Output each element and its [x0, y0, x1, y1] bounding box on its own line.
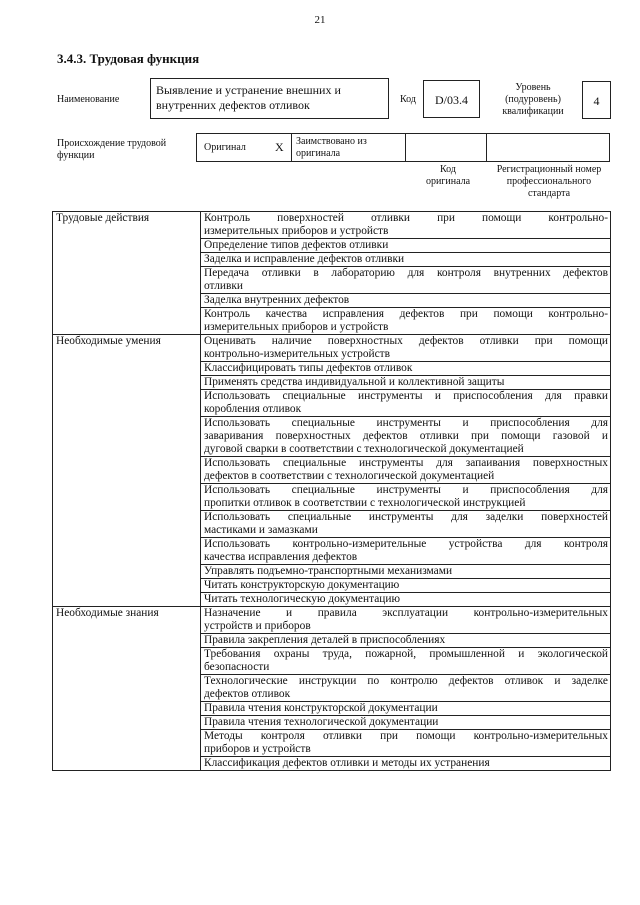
cell-line: Управлять подъемно-транспортными механизмами [204, 565, 453, 577]
cell-line: устройств и приборов [204, 620, 311, 632]
page-number: 21 [314, 14, 326, 26]
table-cell [201, 253, 611, 267]
name-label: Наименование [57, 94, 120, 105]
table-row [53, 607, 611, 634]
table-cell [201, 390, 611, 417]
name-value-line: внутренних дефектов отливок [156, 98, 310, 112]
table-cell [201, 565, 611, 579]
origin-table [196, 133, 610, 162]
table-cell [201, 702, 611, 716]
caption-line: стандарта [527, 188, 571, 199]
table-cell [201, 417, 611, 457]
cell-line: Контроль поверхностей отливки при помощи контрольно- [204, 212, 608, 224]
table-cell [201, 634, 611, 648]
level-value: 4 [582, 81, 611, 119]
cell-line: коробления отливок [204, 403, 302, 415]
table-cell [201, 294, 611, 308]
cell-line: Определение типов дефектов отливки [204, 239, 389, 251]
cell-line: отливки [204, 280, 244, 292]
table-row [53, 335, 611, 362]
borrowed-label [296, 136, 367, 160]
table-cell [201, 757, 611, 771]
level-label-line: (подуровень) [505, 94, 561, 105]
code-value: D/03.4 [423, 80, 480, 118]
table-cell [201, 675, 611, 702]
cell-line: Читать технологическую документацию [204, 593, 400, 605]
original-mark: X [275, 140, 284, 154]
origin-label-line: функции [57, 150, 95, 161]
function-table [52, 211, 611, 771]
cell-line: Использовать специальные инструменты для запаивания поверхностных [204, 457, 608, 469]
table-cell [201, 511, 611, 538]
table-cell [201, 362, 611, 376]
cell-line: Методы контроля отливки при помощи контрольно-измерительных [204, 730, 608, 742]
cell-line: Технологические инструкции по контролю дефектов отливок и заделке [204, 675, 608, 687]
level-label-line: Уровень [515, 82, 551, 93]
cell-line: заваривания поверхностных дефектов отливки при помощи газовой и [204, 430, 608, 442]
section-title: 3.4.3. Трудовая функция [57, 51, 200, 66]
name-value [150, 78, 389, 119]
cell-line: Правила чтения технологической документации [204, 716, 439, 728]
cell-line: Использовать специальные инструменты для заделки поверхностей [204, 511, 608, 523]
origin-label [57, 138, 166, 162]
cell-line: Заделка и исправление дефектов отливки [204, 253, 405, 265]
cell-line: Заделка внутренних дефектов [204, 294, 350, 306]
table-cell [201, 593, 611, 607]
cell-line: Классификация дефектов отливки и методы их устранения [204, 757, 490, 769]
code-label: Код [400, 94, 416, 105]
category-skills: Необходимые умения [53, 335, 201, 607]
cell-line: дефектов в соответствии с технологической документацией [204, 470, 495, 482]
cell-line: Передача отливки в лабораторию для контроля внутренних дефектов [204, 267, 608, 279]
caption-line: оригинала [425, 176, 471, 187]
category-actions: Трудовые действия [53, 212, 201, 335]
table-cell [201, 457, 611, 484]
borrowed-label-line: Заимствовано из [296, 136, 367, 147]
cell-line: мастиками и замазками [204, 524, 318, 536]
cell-line: Правила чтения конструкторской документации [204, 702, 438, 714]
cell-line: безопасности [204, 661, 270, 673]
borrowed-label-line: оригинала [296, 148, 341, 159]
cell-line: Использовать специальные инструменты и приспособления для [204, 484, 608, 496]
cell-line: приборов и устройств [204, 743, 311, 755]
cell-line: Классифицировать типы дефектов отливок [204, 362, 413, 374]
cell-line: качества исправления дефектов [204, 551, 358, 563]
cell-line: Использовать контрольно-измерительные устройства для контроля [204, 538, 608, 550]
table-cell [201, 376, 611, 390]
cell-line: дефектов отливок [204, 688, 291, 700]
original-label: Оригинал [204, 142, 246, 153]
cell-line: Оценивать наличие поверхностных дефектов отливки при помощи [204, 335, 608, 347]
cell-line: измерительных приборов и устройств [204, 321, 389, 333]
table-cell [201, 239, 611, 253]
cell-line: Читать конструкторскую документацию [204, 579, 400, 591]
cell-line: дуговой сварки в соответствии с технологической документацией [204, 443, 524, 455]
table-cell [201, 716, 611, 730]
level-label [488, 82, 578, 118]
table-cell [201, 579, 611, 593]
cell-line: измерительных приборов и устройств [204, 225, 389, 237]
table-cell [201, 335, 611, 362]
caption-line: Регистрационный номер [496, 164, 602, 175]
cell-line: Использовать специальные инструменты и приспособления для правки [204, 390, 608, 402]
cell-line: контрольно-измерительных устройств [204, 348, 391, 360]
table-cell [201, 484, 611, 511]
caption-line: Код [440, 164, 456, 175]
caption-line: профессионального [506, 176, 592, 187]
level-label-line: квалификации [502, 106, 564, 117]
cell-line: Требования охраны труда, пожарной, промышленной и экологической [204, 648, 608, 660]
table-cell [201, 267, 611, 294]
table-cell [201, 730, 611, 757]
category-knowledge: Необходимые знания [53, 607, 201, 771]
table-cell [201, 607, 611, 634]
table-cell [201, 308, 611, 335]
cell-line: Использовать специальные инструменты и приспособления для [204, 417, 608, 429]
table-cell [201, 538, 611, 565]
cell-line: пропитки отливок в соответствии с технологической инструкцией [204, 497, 526, 509]
name-value-line: Выявление и устранение внешних и [156, 83, 341, 97]
table-cell [201, 648, 611, 675]
code-original-caption [408, 164, 488, 188]
cell-line: Правила закрепления деталей в приспособлениях [204, 634, 446, 646]
cell-line: Применять средства индивидуальной и коллективной защиты [204, 376, 505, 388]
reg-number-caption [488, 164, 610, 200]
table-row [53, 212, 611, 239]
cell-line: Назначение и правила эксплуатации контрольно-измерительных [204, 607, 608, 619]
table-cell [201, 212, 611, 239]
origin-label-line: Происхождение трудовой [57, 138, 167, 149]
cell-line: Контроль качества исправления дефектов при помощи контрольно- [204, 308, 608, 320]
